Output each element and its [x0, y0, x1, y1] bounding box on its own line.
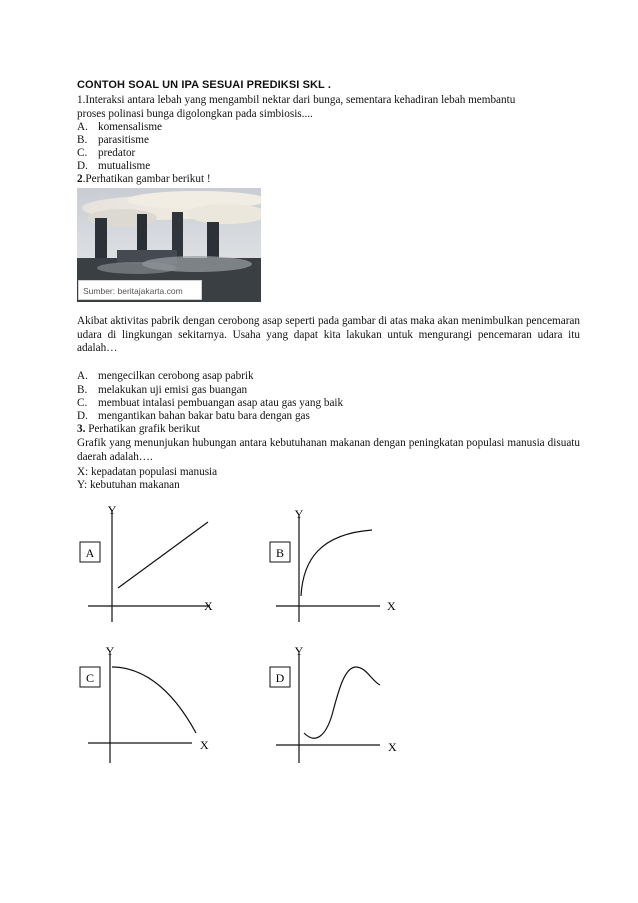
q3-prompt-text: Perhatikan grafik berikut — [85, 423, 201, 435]
option-letter: B. — [77, 384, 88, 396]
option-letter: A. — [77, 370, 88, 382]
option-text: mutualisme — [98, 160, 151, 172]
q2-number: 2 — [77, 173, 83, 185]
graph-d-y-label: Y — [294, 644, 304, 658]
q3-legend-y: Y: kebutuhan makanan — [77, 479, 180, 491]
q2-prompt-text: .Perhatikan gambar berikut ! — [82, 173, 211, 185]
page-title: CONTOH SOAL UN IPA SESUAI PREDIKSI SKL . — [77, 79, 331, 91]
q1-option-c — [77, 147, 135, 160]
graph-b — [268, 500, 418, 630]
graph-a — [80, 500, 230, 630]
q1-option-a — [77, 121, 162, 134]
graph-b-label: B — [275, 546, 285, 560]
option-text: mengecilkan cerobong asap pabrik — [98, 370, 254, 382]
graph-c-x-label: X — [200, 738, 209, 752]
option-text: komensalisme — [98, 121, 163, 133]
q2-option-d — [77, 410, 310, 423]
q1-line-1: 1.Interaksi antara lebah yang mengambil nektar dari bunga, sementara kehadiran lebah membantu — [77, 94, 516, 106]
graph-c-label: C — [85, 671, 95, 685]
option-letter: A. — [77, 121, 88, 133]
graph-a-x-label: X — [204, 599, 213, 613]
graph-a-y-label: Y — [107, 503, 117, 517]
q2-prompt — [77, 173, 211, 186]
q2-paragraph: Akibat aktivitas pabrik dengan cerobong asap seperti pada gambar di atas maka akan menimbulkan pencemaran udara di lingkungan sekitarnya. Usaha yang dapat kita lakukan untuk mengurangi pencemaran udara itu adalah… — [77, 315, 580, 354]
graph-b-y-label: Y — [294, 507, 304, 521]
option-letter: B. — [77, 134, 88, 146]
graph-d-curve — [304, 667, 380, 738]
option-letter: D. — [77, 410, 88, 422]
graph-a-curve — [118, 522, 208, 588]
option-letter: D. — [77, 160, 88, 172]
option-text: mengantikan bahan bakar batu bara dengan gas — [98, 410, 310, 422]
graph-b-curve — [301, 530, 372, 596]
q1-line-2: proses polinasi bunga digolongkan pada simbiosis.... — [77, 108, 313, 120]
graph-c-curve — [112, 667, 196, 733]
graph-c — [80, 645, 230, 770]
q3-legend-x: X: kepadatan populasi manusia — [77, 466, 218, 478]
q3-number: 3. — [77, 423, 86, 435]
q2-option-b — [77, 384, 247, 397]
graph-d — [268, 645, 418, 770]
option-text: predator — [98, 147, 136, 159]
option-letter: C. — [77, 397, 88, 409]
graph-b-x-label: X — [387, 599, 396, 613]
q2-option-c — [77, 397, 343, 410]
q1-option-b — [77, 134, 149, 147]
graph-d-x-label: X — [388, 740, 397, 754]
graph-d-label: D — [275, 671, 285, 685]
q2-option-a — [77, 370, 254, 383]
graph-a-label: A — [85, 546, 95, 560]
option-letter: C. — [77, 147, 88, 159]
q3-prompt — [77, 423, 200, 436]
option-text: membuat intalasi pembuangan asap atau gas yang baik — [98, 397, 344, 409]
q3-paragraph: Grafik yang menunjukan hubungan antara kebutuhanan makanan dengan peningkatan populasi manusia disuatu daerah adalah…. — [77, 437, 580, 463]
option-text: melakukan uji emisi gas buangan — [98, 384, 248, 396]
option-text: parasitisme — [98, 134, 149, 146]
q1-option-d — [77, 160, 150, 173]
graph-c-y-label: Y — [105, 644, 115, 658]
photo-caption: Sumber: beritajakarta.com — [78, 280, 202, 300]
